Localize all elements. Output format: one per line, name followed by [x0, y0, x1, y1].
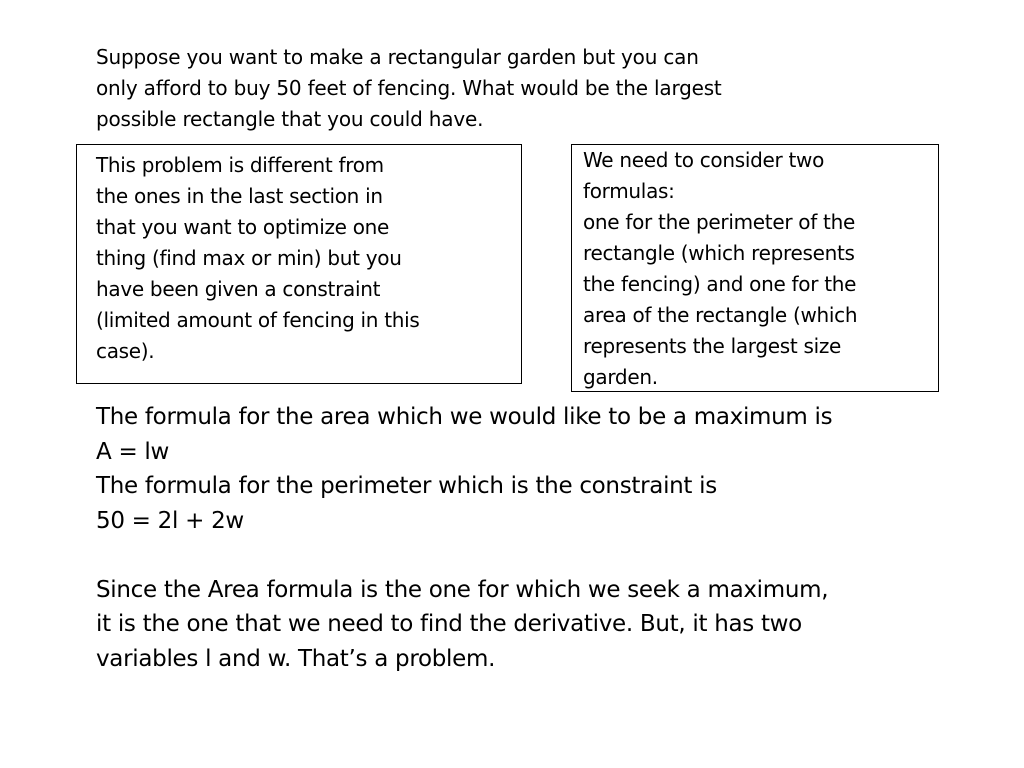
box-right-line: the fencing) and one for the — [583, 272, 857, 296]
box-left-line: This problem is different from — [96, 153, 384, 177]
intro-line: Suppose you want to make a rectangular garden but you can — [96, 45, 699, 69]
problem-difference-box — [76, 144, 522, 384]
intro-line: only afford to buy 50 feet of fencing. What would be the largest — [96, 76, 722, 100]
area-formula-text: The formula for the area which we would like to be a maximum is — [96, 404, 833, 430]
box-left-line: thing (find max or min) but you — [96, 246, 402, 270]
perimeter-formula: 50 = 2l + 2w — [96, 507, 244, 534]
intro-line: possible rectangle that you could have. — [96, 107, 484, 131]
box-right-line: formulas: — [583, 179, 675, 203]
box-right-line: rectangle (which represents — [583, 241, 855, 265]
box-right-line: We need to consider two — [583, 148, 825, 172]
box-right-line: area of the rectangle (which — [583, 303, 858, 327]
box-right-line: one for the perimeter of the — [583, 210, 855, 234]
box-left-line: that you want to optimize one — [96, 215, 390, 239]
box-right-line: garden. — [583, 365, 658, 389]
explanation-line: variables l and w. That’s a problem. — [96, 645, 496, 672]
box-left-line: have been given a constraint — [96, 277, 381, 301]
two-formulas-box — [571, 144, 939, 392]
perimeter-formula-text: The formula for the perimeter which is the constraint is — [96, 473, 717, 499]
explanation-line: it is the one that we need to find the derivative. But, it has two — [96, 611, 802, 637]
formulas-section — [96, 400, 996, 676]
intro-paragraph — [96, 42, 916, 135]
blank-line — [96, 538, 996, 573]
box-left-line: (limited amount of fencing in this — [96, 308, 420, 332]
explanation-line: Since the Area formula is the one for which we seek a maximum, — [96, 576, 829, 603]
area-formula: A = lw — [96, 438, 170, 465]
box-right-line: represents the largest size — [583, 334, 842, 358]
box-left-line: the ones in the last section in — [96, 184, 383, 208]
box-left-line: case). — [96, 339, 155, 363]
